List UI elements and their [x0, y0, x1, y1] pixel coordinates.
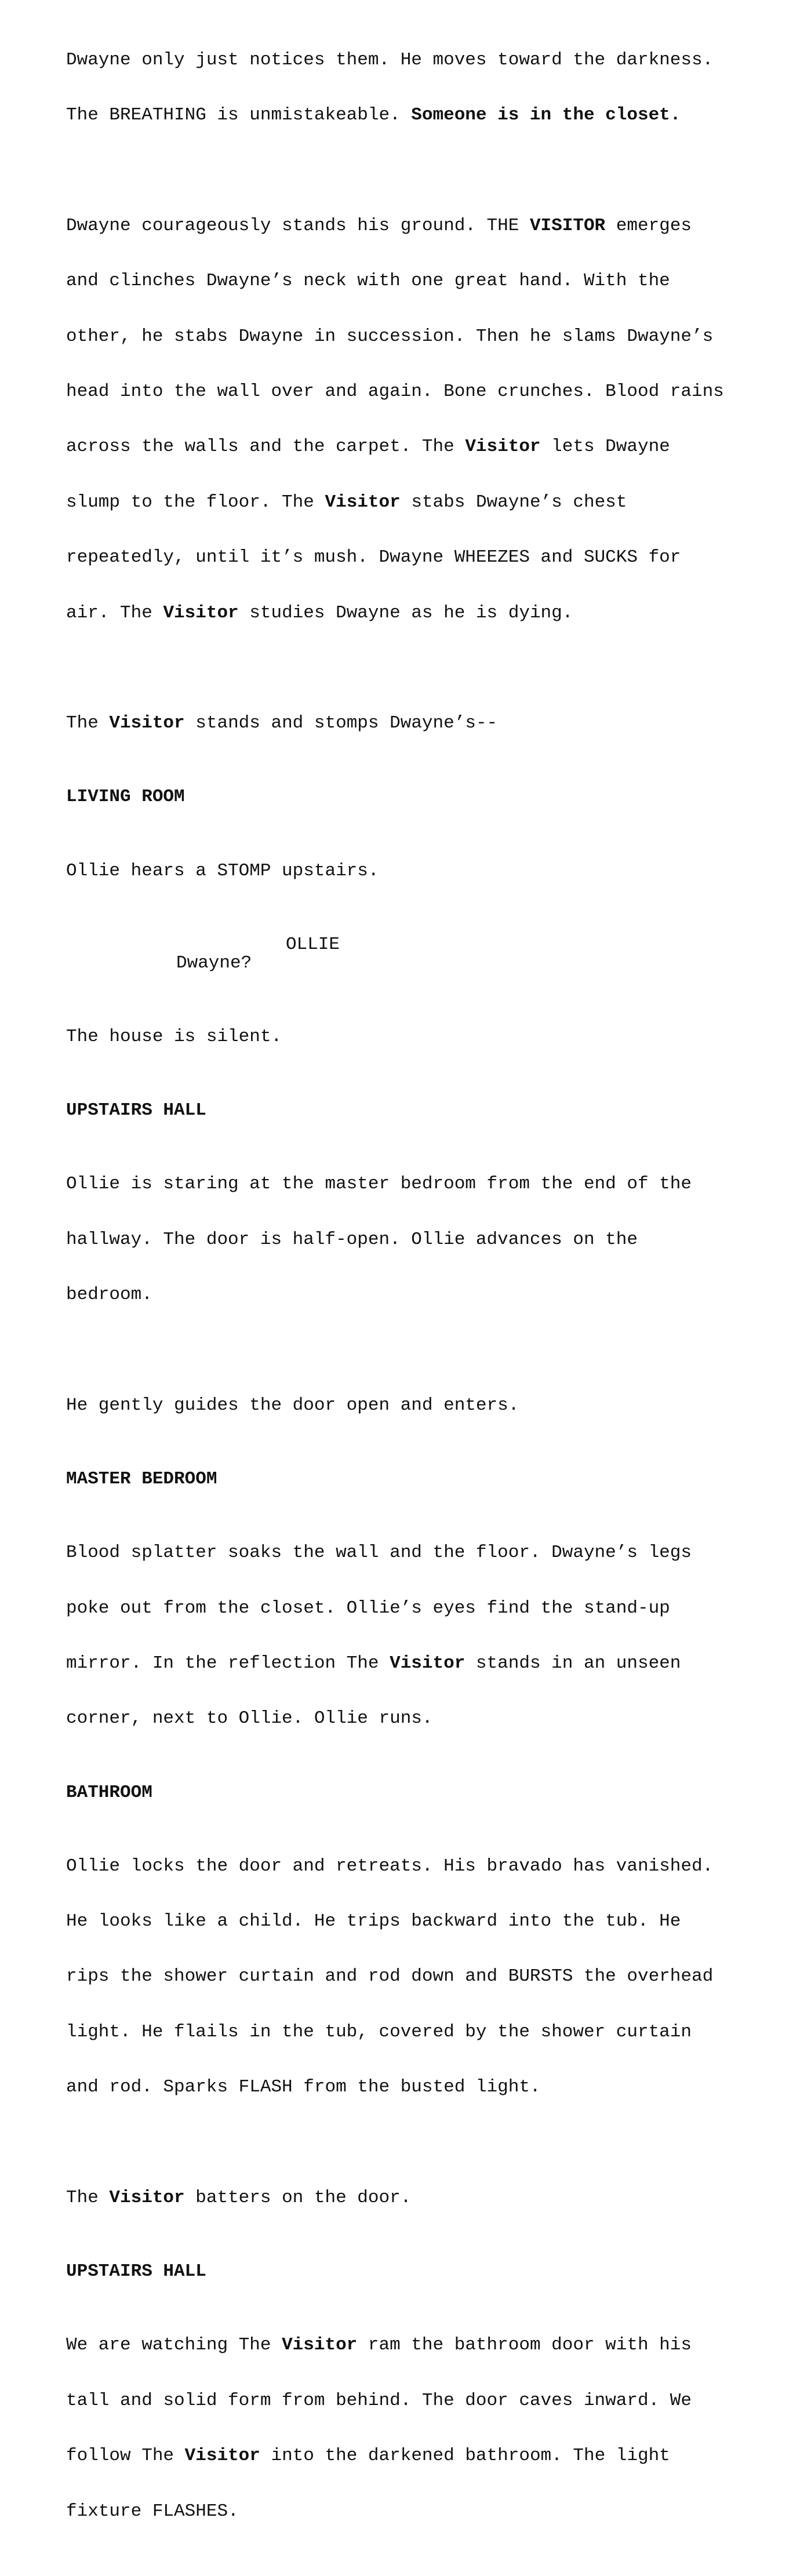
- action-paragraph: [66, 1359, 750, 1451]
- action-line: [66, 2336, 750, 2355]
- scene-heading: LIVING ROOM: [66, 787, 185, 807]
- character-name-bold: Visitor: [184, 2446, 260, 2466]
- action-line: [66, 2189, 750, 2207]
- action-line: Blood splatter soaks the wall and the floor. Dwayne’s legs: [66, 1542, 692, 1563]
- action-text: mirror. In the reflection The: [66, 1653, 390, 1673]
- action-line: Ollie hears a STOMP upstairs.: [66, 860, 379, 881]
- action-paragraph: [66, 2152, 750, 2244]
- action-line: Ollie is staring at the master bedroom from the end of the: [66, 1174, 692, 1195]
- action-text: lets Dwayne: [540, 436, 670, 457]
- action-text: ram the bathroom door with his: [357, 2335, 692, 2356]
- action-text: studies Dwayne as he is dying.: [238, 602, 573, 623]
- action-line: rips the shower curtain and rod down and BURSTS the overhead: [66, 1966, 714, 1987]
- action-paragraph: [66, 678, 750, 770]
- action-text: The: [66, 2188, 110, 2208]
- action-paragraph: [66, 825, 750, 917]
- character-name-bold: Visitor: [465, 436, 541, 457]
- action-line: and rod. Sparks FLASH from the busted light.: [66, 2077, 541, 2098]
- action-line: [66, 2447, 750, 2465]
- action-line: fixture FLASHES.: [66, 2501, 239, 2522]
- scene-heading: UPSTAIRS HALL: [66, 1100, 206, 1121]
- scene-heading: UPSTAIRS HALL: [66, 2261, 206, 2282]
- action-paragraph: [66, 180, 750, 659]
- character-name-bold: Visitor: [282, 2335, 358, 2356]
- action-text: stands in an unseen: [465, 1653, 681, 1673]
- action-text: emerges: [605, 215, 692, 236]
- action-paragraph: [66, 14, 750, 161]
- character-cue: OLLIE: [286, 934, 340, 955]
- action-line: Dwayne only just notices them. He moves toward the darkness.: [66, 49, 714, 70]
- action-text: The BREATHING is unmistakeable.: [66, 104, 412, 125]
- scene-heading: BATHROOM: [66, 1782, 152, 1803]
- action-line: bedroom.: [66, 1284, 152, 1305]
- action-text: batters on the door.: [184, 2188, 412, 2208]
- dialogue-line: Dwayne?: [176, 952, 252, 973]
- action-paragraph: [66, 991, 750, 1083]
- action-paragraph: [66, 1507, 750, 1765]
- character-name-bold: Visitor: [325, 492, 401, 512]
- action-line: [66, 493, 750, 512]
- screenplay-page: [66, 14, 750, 2576]
- action-line: He looks like a child. He trips backward into the tub. He: [66, 1911, 681, 1932]
- action-line: tall and solid form from behind. The door caves inward. We: [66, 2390, 692, 2411]
- action-line: [66, 714, 750, 733]
- action-line: [66, 1654, 750, 1673]
- action-line: Ollie locks the door and retreats. His bravado has vanished.: [66, 1855, 714, 1876]
- character-name-bold: Visitor: [109, 713, 185, 734]
- action-line: [66, 106, 750, 125]
- action-text: follow The: [66, 2446, 185, 2466]
- action-text: We are watching The: [66, 2335, 282, 2356]
- character-name-bold: Visitor: [163, 602, 239, 623]
- action-text: Dwayne courageously stands his ground. THE: [66, 215, 530, 236]
- action-line: repeatedly, until it’s mush. Dwayne WHEEZES and SUCKS for: [66, 547, 681, 568]
- character-name-bold: Visitor: [390, 1653, 466, 1673]
- action-line: poke out from the closet. Ollie’s eyes find the stand-up: [66, 1598, 670, 1618]
- action-line: and clinches Dwayne’s neck with one great hand. With the: [66, 271, 670, 292]
- scene-heading: MASTER BEDROOM: [66, 1468, 217, 1489]
- bold-emphasis: Someone is in the closet.: [411, 104, 681, 125]
- action-text: air. The: [66, 602, 163, 623]
- character-name-bold: Visitor: [109, 2188, 185, 2208]
- action-line: other, he stabs Dwayne in succession. Then he slams Dwayne’s: [66, 326, 714, 347]
- action-line: corner, next to Ollie. Ollie runs.: [66, 1708, 433, 1729]
- action-paragraph: [66, 2300, 750, 2557]
- action-paragraph: [66, 1138, 750, 1341]
- action-line: head into the wall over and again. Bone crunches. Blood rains: [66, 381, 724, 402]
- action-line: He gently guides the door open and enters.: [66, 1395, 519, 1416]
- action-text: into the darkened bathroom. The light: [260, 2446, 670, 2466]
- action-text: slump to the floor. The: [66, 492, 325, 512]
- action-line: The house is silent.: [66, 1026, 282, 1047]
- action-text: stands and stomps Dwayne’s--: [184, 713, 498, 734]
- action-line: light. He flails in the tub, covered by the shower curtain: [66, 2021, 692, 2042]
- action-text: stabs Dwayne’s chest: [400, 492, 627, 512]
- action-line: [66, 217, 750, 235]
- action-text: The: [66, 713, 110, 734]
- action-paragraph: [66, 1820, 750, 2134]
- character-name-bold: VISITOR: [529, 215, 606, 236]
- action-text: across the walls and the carpet. The: [66, 436, 466, 457]
- action-line: [66, 604, 750, 623]
- action-line: [66, 438, 750, 456]
- action-line: hallway. The door is half-open. Ollie advances on the: [66, 1229, 638, 1250]
